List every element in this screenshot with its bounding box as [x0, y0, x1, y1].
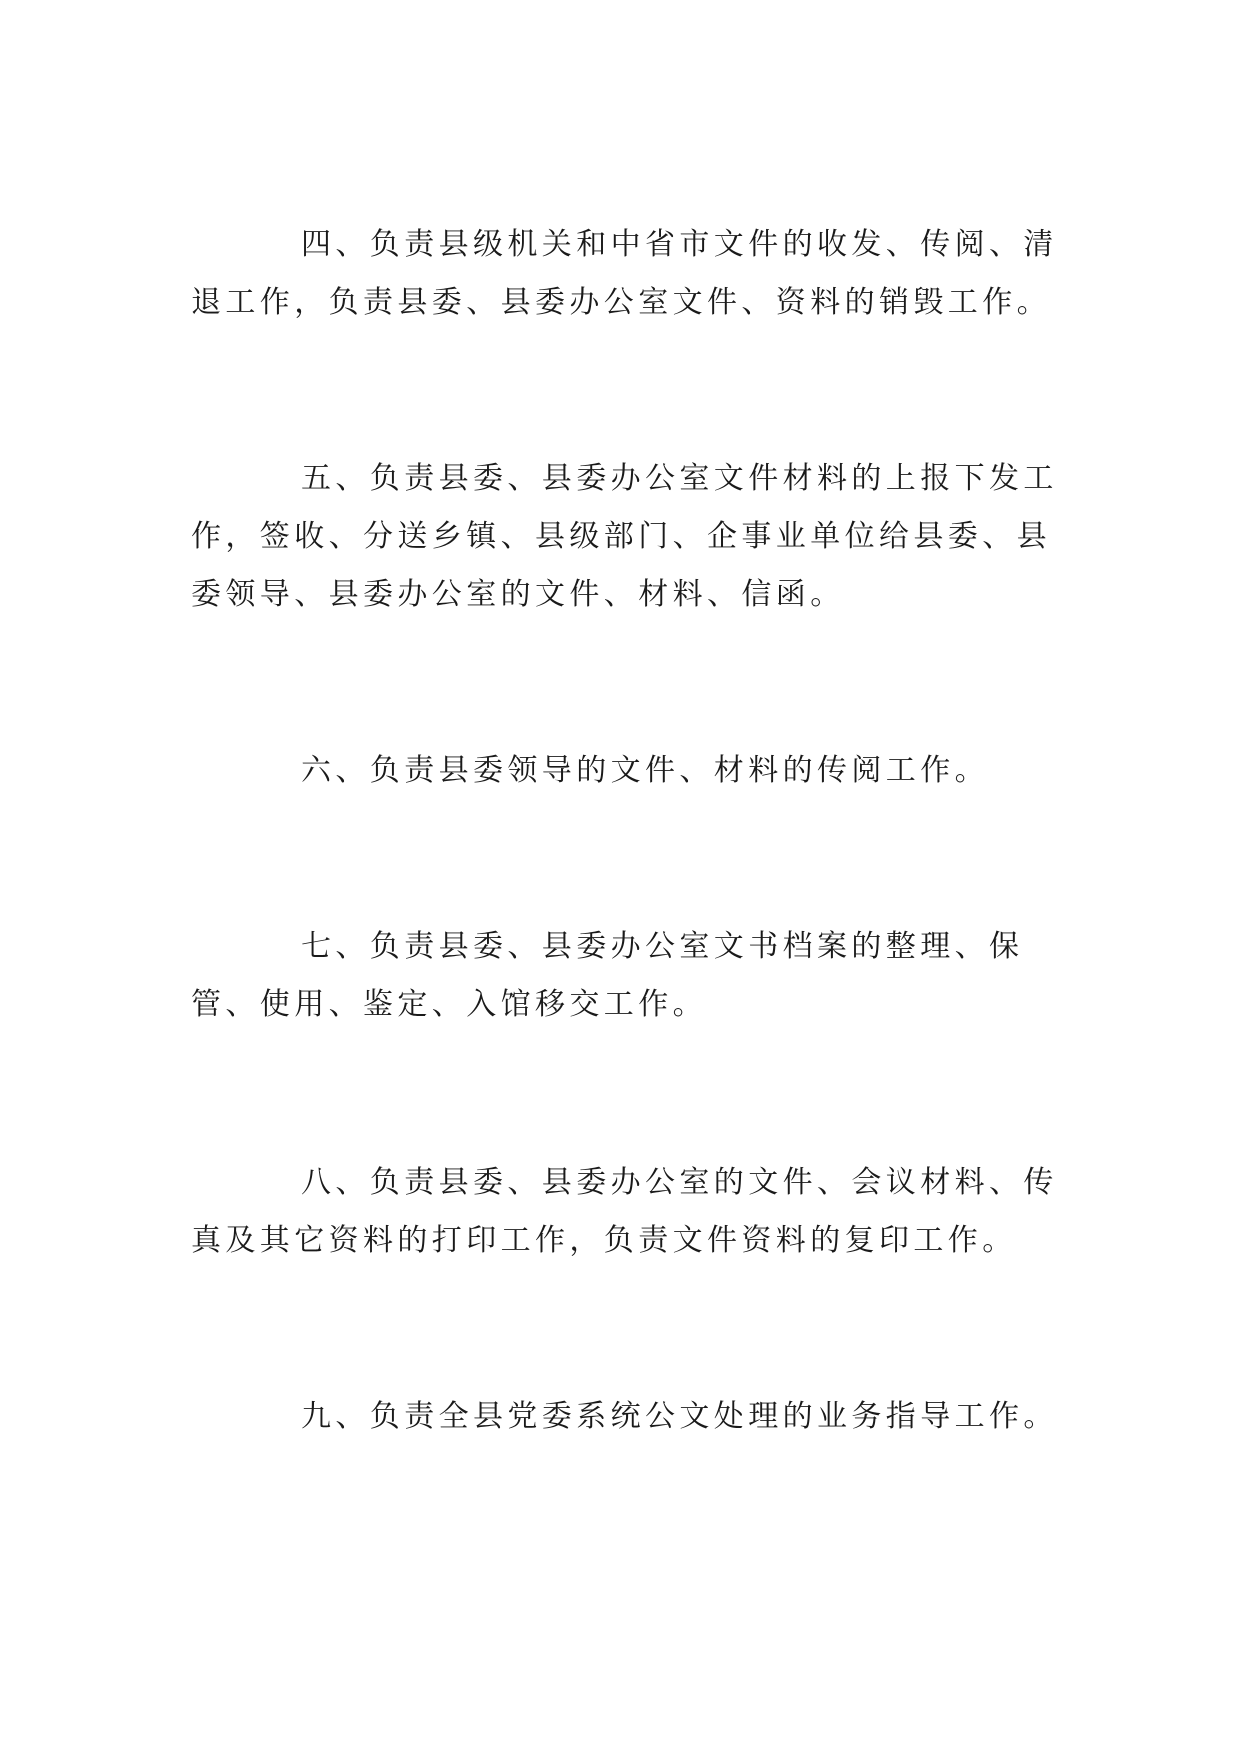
paragraph-item-5: 五、负责县委、县委办公室文件材料的上报下发工作，签收、分送乡镇、县级部门、企事业单位给县委、县委领导、县委办公室的文件、材料、信函。: [191, 461, 1058, 612]
paragraph-item-4: 四、负责县级机关和中省市文件的收发、传阅、清退工作，负责县委、县委办公室文件、资料的销毁工作。: [191, 227, 1058, 320]
paragraph-item-8: 八、负责县委、县委办公室的文件、会议材料、传真及其它资料的打印工作，负责文件资料的复印工作。: [191, 1165, 1058, 1258]
paragraph-item-7: 七、负责县委、县委办公室文书档案的整理、保管、使用、鉴定、入馆移交工作。: [191, 929, 1024, 1022]
paragraph-item-6: 六、负责县委领导的文件、材料的传阅工作。: [301, 753, 989, 788]
paragraph-item-9: 九、负责全县党委系统公文处理的业务指导工作。: [301, 1399, 1058, 1434]
